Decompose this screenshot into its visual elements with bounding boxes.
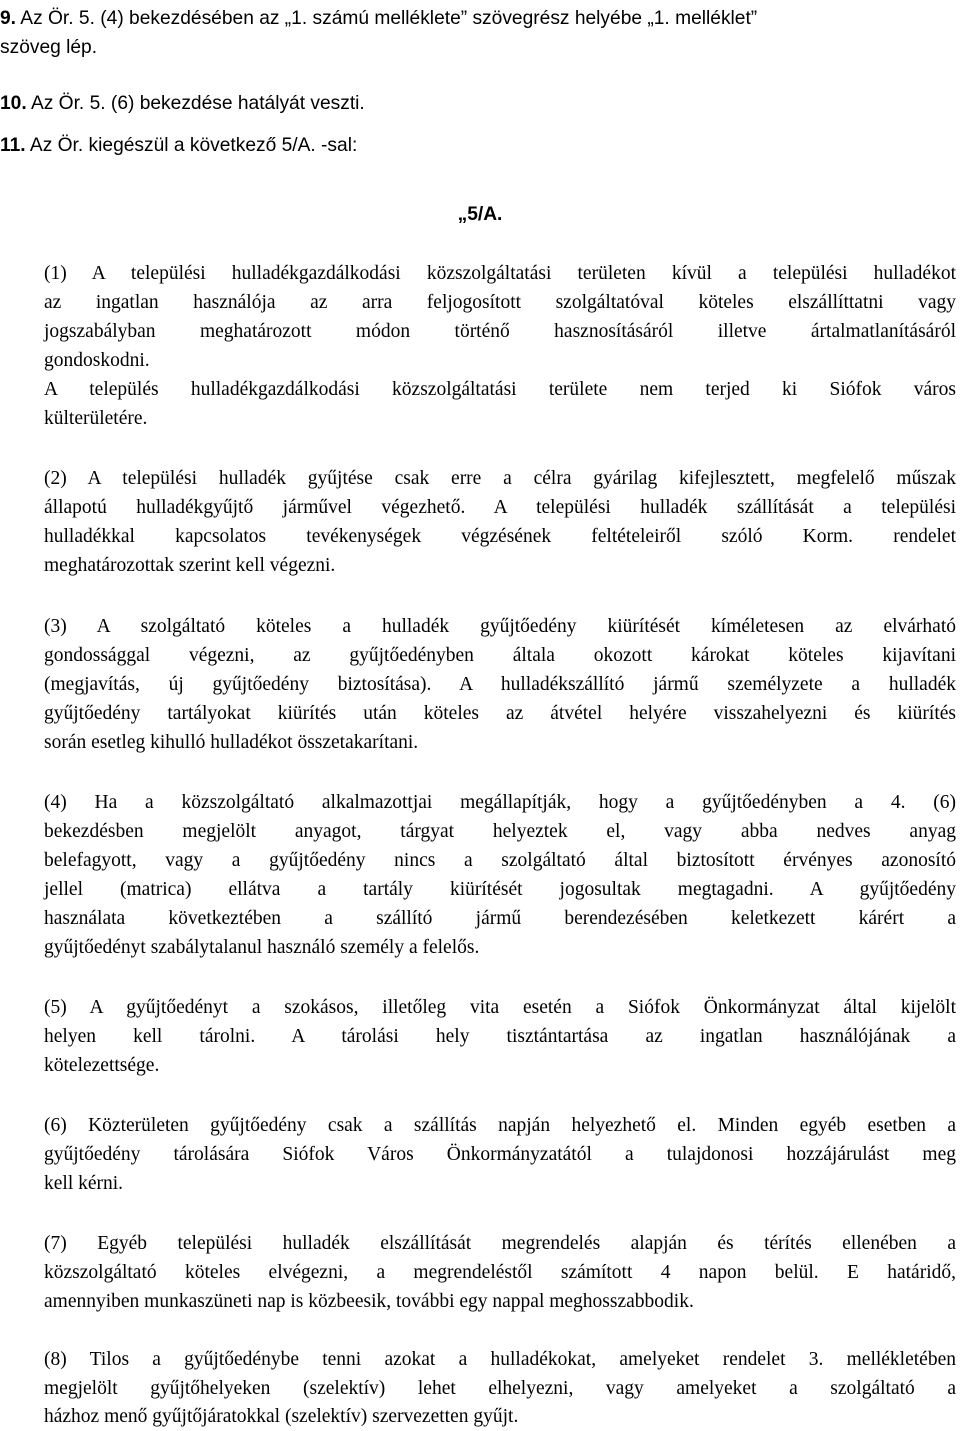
paragraph-line: (6) Közterületen gyűjtőedény csak a szállítás napján helyezhető el. Minden egyéb esetben a [44,1115,956,1136]
item-text: Az Ör. 5. (6) bekezdése hatályát veszti. [26,93,365,114]
paragraph-line: amennyiben munkaszüneti nap is közbeesik, további egy nappal meghosszabbodik. [44,1291,694,1312]
item-number: 9. [0,8,17,29]
paragraph-line: kell kérni. [44,1173,124,1194]
paragraph-line: az ingatlan használója az arra feljogosított szolgáltatóval köteles elszállíttatni vagy [44,292,956,313]
paragraph-line: állapotú hulladékgyűjtő járművel végezhető. A települési hulladék szállítását a települési [44,497,956,518]
section-title: „5/A. [457,204,503,225]
paragraph-line: során esetleg kihulló hulladékot összetakarítani. [44,732,419,753]
paragraph-line: kötelezettsége. [44,1055,160,1076]
paragraph-line: jellel (matrica) ellátva a tartály kiürítését jogosultak megtagadni. A gyűjtőedény [44,879,956,900]
amendment-item-11 [0,131,357,160]
paragraph-line: gyűjtőedény tárolására Siófok Város Önkormányzatától a tulajdonosi hozzájárulást meg [44,1144,956,1165]
paragraph-line: gyűjtőedény tartályokat kiürítés után köteles az átvétel helyére visszahelyezni és kiürítés [44,703,956,724]
amendment-item-9-continuation [0,33,97,62]
item-text: szöveg lép. [0,37,98,58]
paragraph-line: (megjavítás, új gyűjtőedény biztosítása). A hulladékszállító jármű személyzete a hulladék [44,674,956,695]
amendment-item-9 [0,4,757,33]
paragraph-line: bekezdésben megjelölt anyagot, tárgyat helyeztek el, vagy abba nedves anyag [44,821,956,842]
paragraph-line: (7) Egyéb települési hulladék elszállítását megrendelés alapján és térítés ellenében a [44,1233,956,1254]
paragraph-line: (8) Tilos a gyűjtőedénybe tenni azokat a hulladékokat, amelyeket rendelet 3. mellékletében [44,1349,956,1370]
paragraph-line: jogszabályban meghatározott módon történő hasznosításáról illetve ártalmatlanításáról [44,321,956,342]
paragraph-line: (2) A települési hulladék gyűjtése csak erre a célra gyárilag kifejlesztett, megfelelő műszak [44,468,956,489]
item-number: 10. [0,93,27,114]
paragraph-line: hulladékkal kapcsolatos tevékenységek végzésének feltételeiről szóló Korm. rendelet [44,526,956,547]
paragraph-line: (3) A szolgáltató köteles a hulladék gyűjtőedény kiürítését kíméletesen az elvárható [44,616,956,637]
item-text: Az Ör. 5. (4) bekezdésében az „1. számú melléklete” szövegrész helyébe „1. melléklet” [16,8,758,29]
paragraph-line: külterületére. [44,408,148,429]
paragraph-line: belefagyott, vagy a gyűjtőedény nincs a szolgáltató által biztosított érvényes azonosító [44,850,956,871]
paragraph-line: házhoz menő gyűjtőjáratokkal (szelektív) szervezetten gyűjt. [44,1406,519,1427]
paragraph-line: (4) Ha a közszolgáltató alkalmazottjai megállapítják, hogy a gyűjtőedényben a 4. (6) [44,792,956,813]
paragraph-line: gondossággal végezni, az gyűjtőedényben általa okozott károkat köteles kijavítani [44,645,956,666]
paragraph-line: (5) A gyűjtőedényt a szokásos, illetőleg vita esetén a Siófok Önkormányzat által kijelölt [44,997,956,1018]
item-text: Az Ör. kiegészül a következő 5/A. -sal: [25,135,358,156]
paragraph-line: (1) A települési hulladékgazdálkodási közszolgáltatási területen kívül a települési hulladékot [44,263,956,284]
paragraph-line: közszolgáltató köteles elvégezni, a megrendeléstől számított 4 napon belül. E határidő, [44,1262,956,1283]
paragraph-line: használata következtében a szállító jármű berendezésében keletkezett kárért a [44,908,956,929]
paragraph-line: A település hulladékgazdálkodási közszolgáltatási területe nem terjed ki Siófok város [44,379,956,400]
amendment-item-10 [0,89,365,118]
paragraph-line: megjelölt gyűjtőhelyeken (szelektív) lehet elhelyezni, vagy amelyeket a szolgáltató a [44,1378,956,1399]
paragraph-line: meghatározottak szerint kell végezni. [44,555,336,576]
item-number: 11. [0,135,26,156]
paragraph-line: gyűjtőedényt szabálytalanul használó személy a felelős. [44,937,480,958]
paragraph-line: helyen kell tárolni. A tárolási hely tisztántartása az ingatlan használójának a [44,1026,956,1047]
paragraph-line: gondoskodni. [44,350,150,371]
